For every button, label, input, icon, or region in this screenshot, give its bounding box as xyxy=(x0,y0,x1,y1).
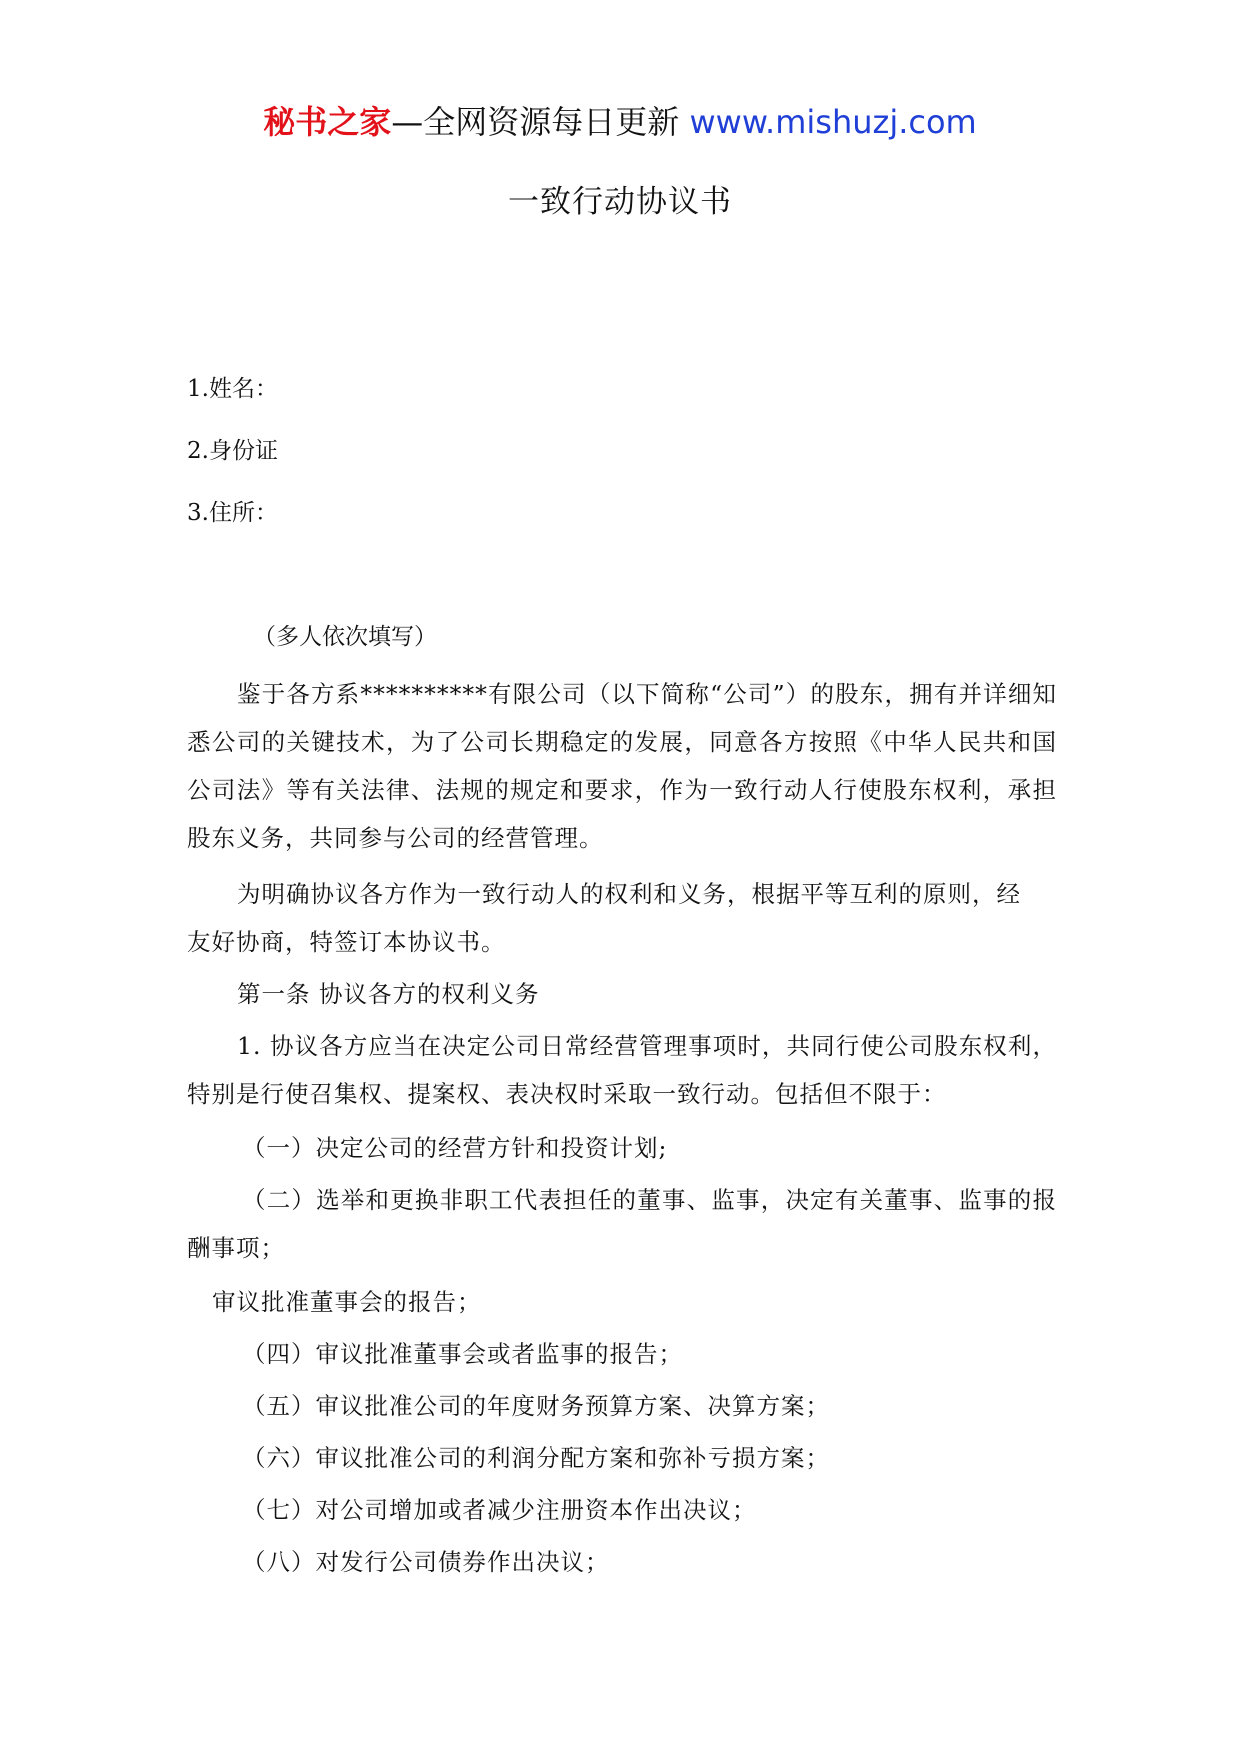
field-id-card: 2.身份证 xyxy=(187,438,278,464)
list-item: （七）对公司增加或者减少注册资本作出决议； xyxy=(242,1496,757,1524)
preamble-paragraph: 鉴于各方系**********有限公司（以下简称“公司”）的股东，拥有并详细知悉公司的关键技术，为了公司长期稳定的发展，同意各方按照《中华人民共和国公司法》等有关法律、法规的规定和要求，作为一致行动人行使股东权利，承担股东义务，共同参与公司的经营管理。 xyxy=(187,680,1057,852)
header-tagline: —全网资源每日更新 xyxy=(391,103,690,141)
list-item: （二）选举和更换非职工代表担任的董事、监事，决定有关董事、监事的报酬事项； xyxy=(187,1186,1057,1262)
site-header xyxy=(0,98,1240,146)
list-item: （四）审议批准董事会或者监事的报告； xyxy=(242,1340,683,1368)
site-url-link[interactable]: www.mishuzj.com xyxy=(689,103,977,141)
brand-name: 秘书之家 xyxy=(263,103,392,141)
list-item: （八）对发行公司债券作出决议； xyxy=(242,1548,610,1576)
list-item: （五）审议批准公司的年度财务预算方案、决算方案； xyxy=(242,1392,830,1420)
field-name: 1.姓名： xyxy=(187,376,278,402)
field-address: 3.住所： xyxy=(187,500,278,526)
fill-note: （多人依次填写） xyxy=(253,624,437,650)
purpose-line-1: 为明确协议各方作为一致行动人的权利和义务，根据平等互利的原则，经 xyxy=(237,880,1021,908)
list-item: （一）决定公司的经营方针和投资计划; xyxy=(242,1134,668,1162)
clause-paragraph: 1. 协议各方应当在决定公司日常经营管理事项时，共同行使公司股东权利，特别是行使召集权、提案权、表决权时采取一致行动。包括但不限于： xyxy=(187,1032,1057,1108)
list-item: （六）审议批准公司的利润分配方案和弥补亏损方案； xyxy=(242,1444,830,1472)
article-heading: 第一条 协议各方的权利义务 xyxy=(237,980,540,1008)
document-title: 一致行动协议书 xyxy=(508,184,732,220)
purpose-line-2: 友好协商，特签订本协议书。 xyxy=(187,928,506,956)
list-item: 审议批准董事会的报告； xyxy=(212,1288,482,1316)
